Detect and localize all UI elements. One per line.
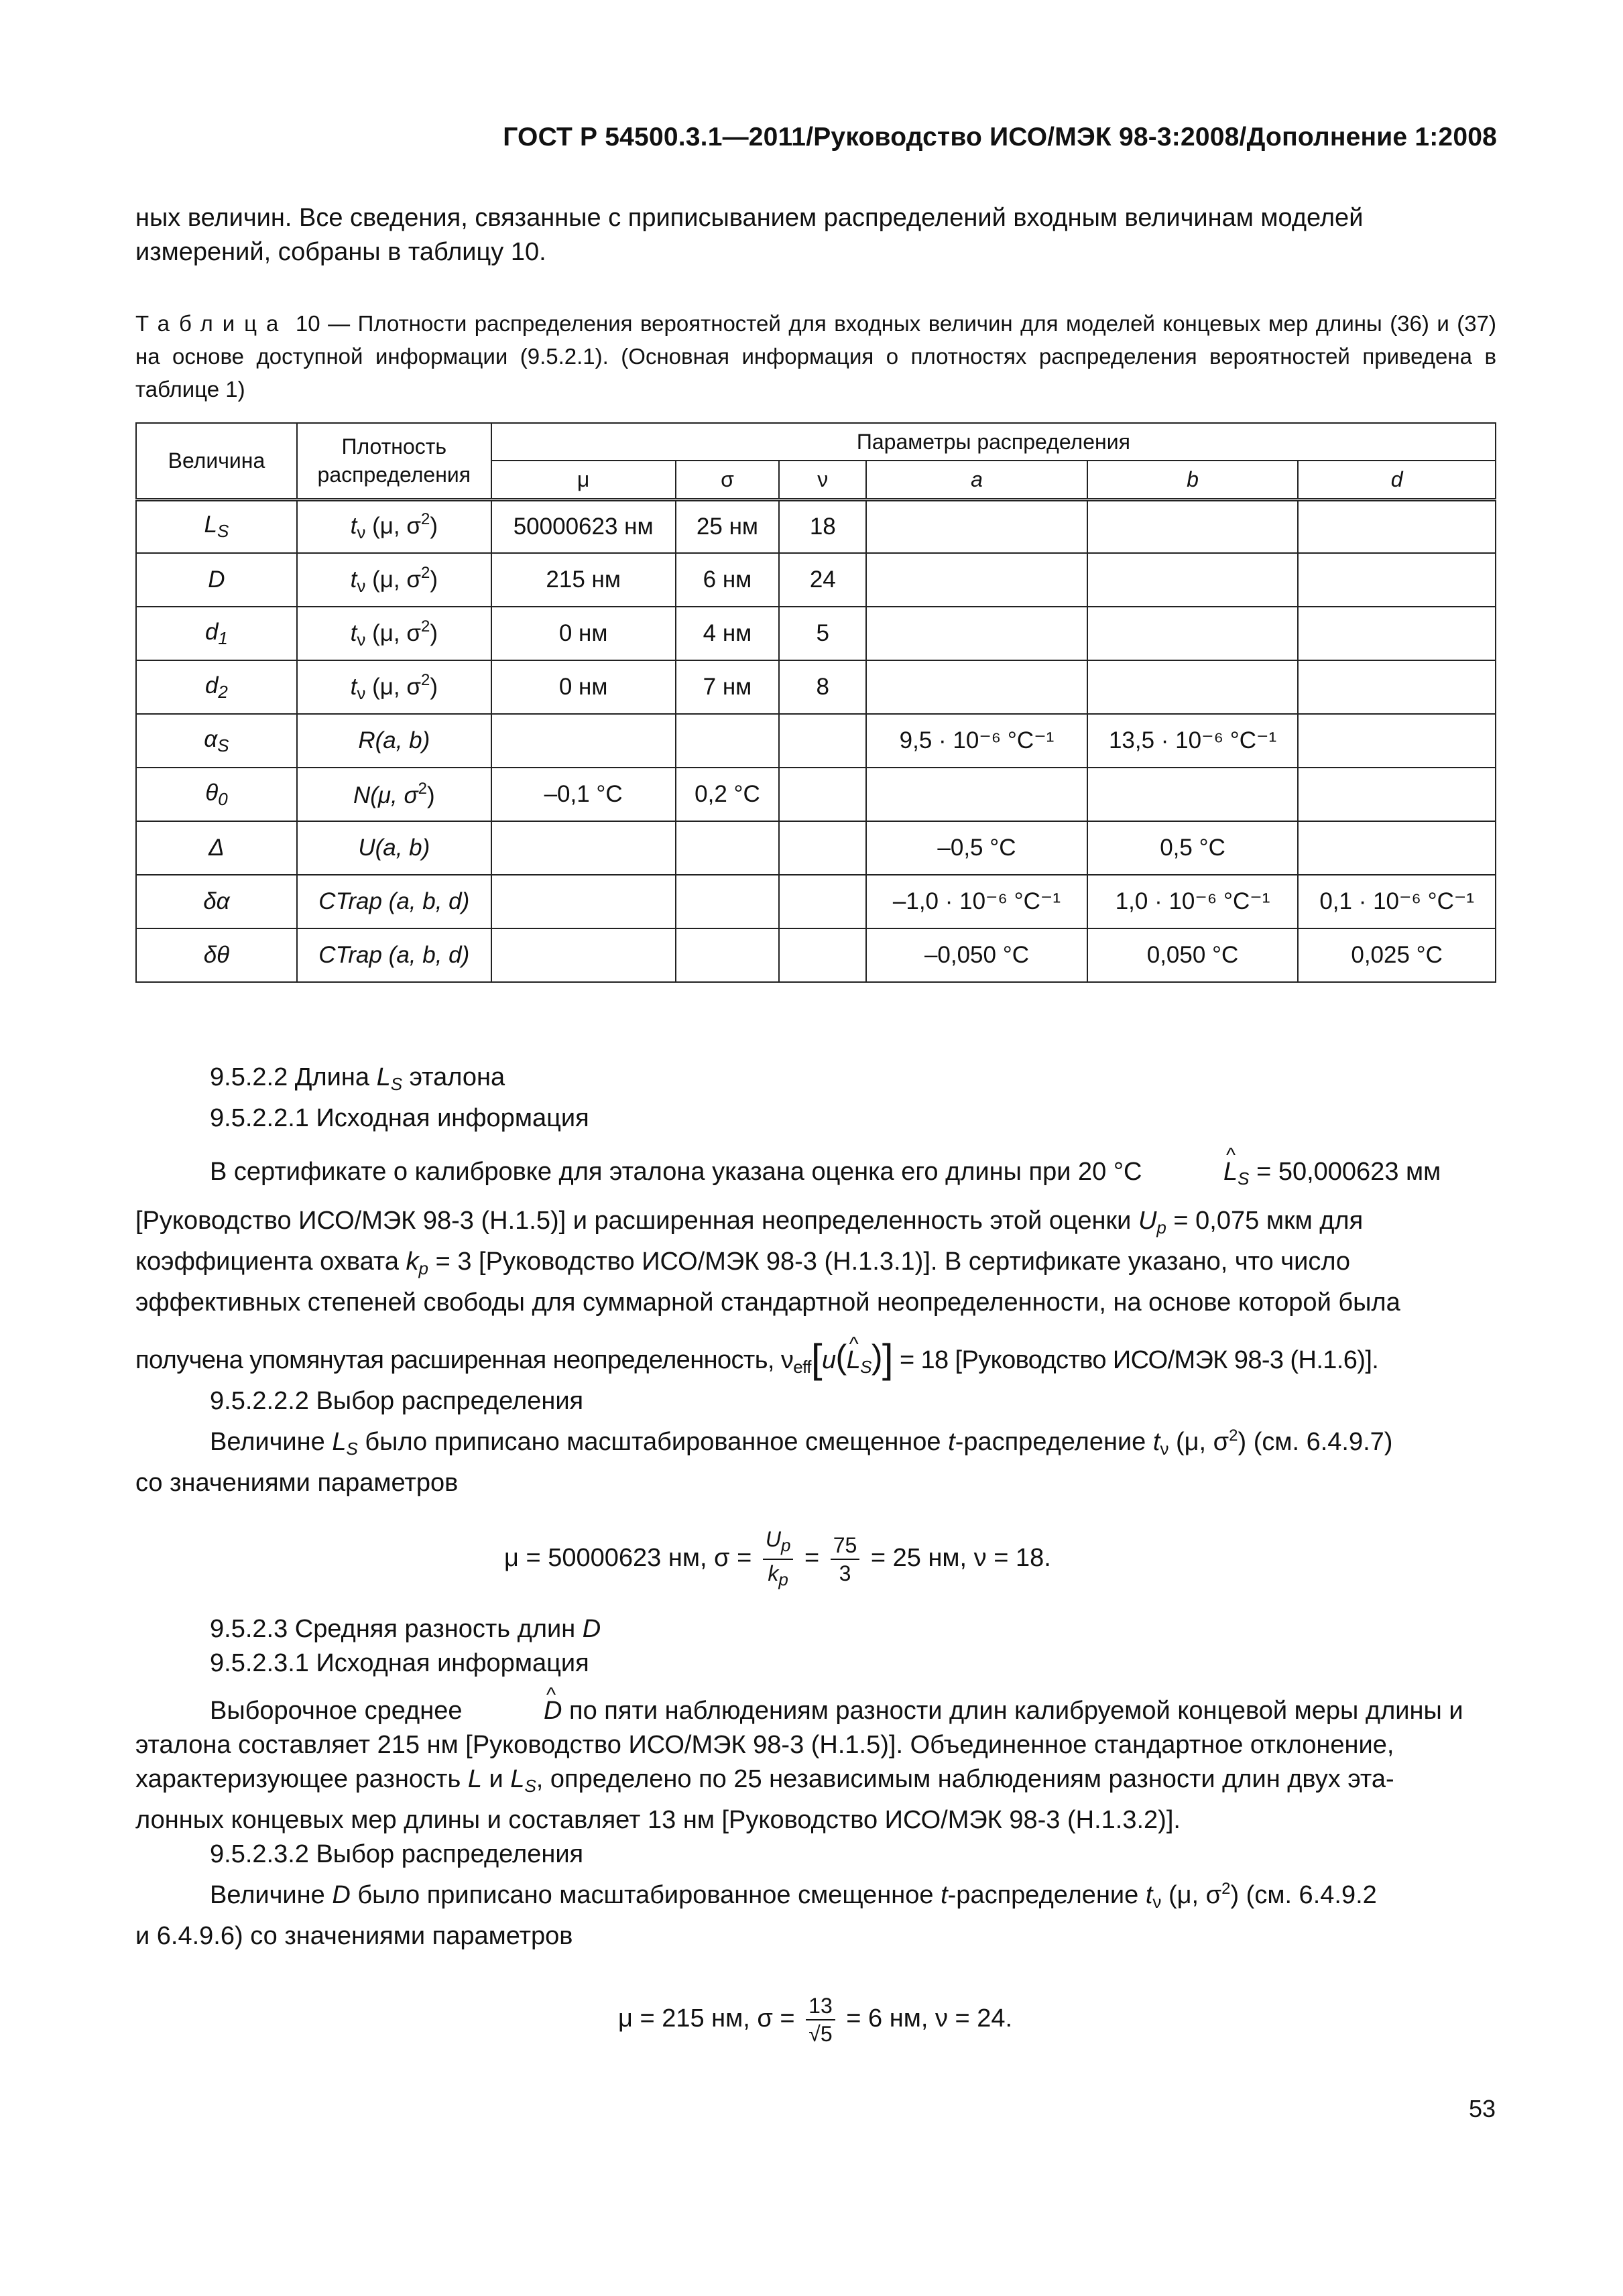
cell-a: –0,5 °C xyxy=(866,821,1087,875)
distribution-part: t xyxy=(350,619,357,646)
text: , определено по 25 независимым наблюдениям разности длин двух эта- xyxy=(536,1765,1394,1793)
distribution-part: CTrap (a, b, d) xyxy=(318,888,470,914)
quantity-subscript: 1 xyxy=(218,627,228,648)
distribution-part: 2 xyxy=(418,780,427,798)
cell-mu xyxy=(491,714,676,768)
paragraph-line: В сертификате о калибровке для эталона указана оценка его длины при 20 °C ^ $L_S = 50,000623$ мм xyxy=(135,1149,1496,1201)
table-row xyxy=(136,553,1496,607)
cell-b xyxy=(1087,660,1299,714)
table-row xyxy=(136,928,1496,982)
intro-line-2: измерений, собраны в таблицу 10. xyxy=(135,238,546,266)
distribution-part: t xyxy=(350,513,357,540)
quantity-subscript: 0 xyxy=(218,788,228,809)
cell-a: 9,5 · 10⁻⁶ °C⁻¹ xyxy=(866,714,1087,768)
col-header-density: Плотность распределения xyxy=(297,423,491,499)
cell-quantity xyxy=(136,928,297,982)
distribution-part: ν xyxy=(357,522,366,543)
subsection-heading: 9.5.2.3.2 Выбор распределения xyxy=(210,1840,584,1868)
text: -распределение xyxy=(947,1881,1146,1909)
paragraph-line: [Руководство ИСО/МЭК 98-3 (H.1.5)] и расширенная неопределенность этой оценки $U_p = 0,075$ мкм для xyxy=(135,1207,1364,1237)
distribution-part: 2 xyxy=(420,617,430,636)
cell-mu xyxy=(491,875,676,928)
cell-b xyxy=(1087,553,1299,607)
cell-nu xyxy=(779,821,866,875)
cell-nu: 5 xyxy=(779,607,866,660)
distribution-part: t xyxy=(350,566,357,593)
param-header-d: d xyxy=(1298,461,1496,499)
paragraph-line: Выборочное среднее ^ D по пяти наблюдениям разности длин калибруемой концевой меры длины и xyxy=(135,1694,1496,1728)
text: 75 xyxy=(831,1532,860,1560)
cell-b xyxy=(1087,768,1299,821)
table-10 xyxy=(135,422,1496,983)
text: Величине xyxy=(210,1428,333,1456)
heading-post: эталона xyxy=(402,1063,505,1091)
paragraph-line: лонных концевых мер длины и составляет 13 нм [Руководство ИСО/МЭК 98-3 (H.1.3.2)]. xyxy=(135,1806,1181,1834)
paragraph-line: получена упомянутая расширенная неопределенность, $\nu_{eff}[u(\^{}$ $L_S)] = 18$ [Руководство ИСО/МЭК 98-3 (H.1.6)]. xyxy=(135,1340,1496,1384)
quantity-symbol: Δ xyxy=(208,835,225,861)
cell-mu: 0 нм xyxy=(491,660,676,714)
cell-b: 0,5 °C xyxy=(1087,821,1299,875)
distribution-part: ) xyxy=(430,619,438,646)
quantity-symbol: D xyxy=(208,566,225,593)
text: = 50,000623 мм xyxy=(1249,1158,1441,1186)
section-heading xyxy=(135,1612,1496,1646)
cell-a xyxy=(866,660,1087,714)
distribution-part: (μ, σ xyxy=(365,619,421,646)
text: μ = 215 нм, σ = xyxy=(618,2004,802,2033)
text: характеризующее разность xyxy=(135,1765,468,1793)
paragraph-line: эффективных степеней свободы для суммарной стандартной неопределенности, на основе которой была xyxy=(135,1288,1400,1317)
paragraph-line: со значениями параметров xyxy=(135,1469,459,1497)
cell-nu: 24 xyxy=(779,553,866,607)
cell-distribution xyxy=(297,714,491,768)
text: = 6 нм, ν = 24. xyxy=(839,2004,1013,2033)
cell-b xyxy=(1087,499,1299,553)
cell-sigma: 7 нм xyxy=(676,660,780,714)
cell-d xyxy=(1298,768,1496,821)
text: -распределение xyxy=(955,1428,1153,1456)
table-caption xyxy=(135,307,1496,406)
distribution-part: ) xyxy=(430,673,438,700)
cell-quantity xyxy=(136,768,297,821)
cell-sigma xyxy=(676,714,780,768)
cell-sigma: 0,2 °C xyxy=(676,768,780,821)
cell-distribution xyxy=(297,607,491,660)
cell-mu: –0,1 °C xyxy=(491,768,676,821)
cell-d xyxy=(1298,553,1496,607)
text: (см. 6.4.9.2 xyxy=(1239,1881,1377,1909)
cell-quantity xyxy=(136,607,297,660)
cell-nu: 8 xyxy=(779,660,866,714)
quantity-symbol: δθ xyxy=(203,942,230,968)
cell-nu xyxy=(779,768,866,821)
table-row xyxy=(136,499,1496,553)
cell-nu: 18 xyxy=(779,499,866,553)
param-header-b: b xyxy=(1087,461,1299,499)
cell-sigma xyxy=(676,821,780,875)
distribution-part: ) xyxy=(430,566,438,593)
cell-a: –0,050 °C xyxy=(866,928,1087,982)
heading-var: L xyxy=(376,1063,391,1091)
quantity-symbol: d xyxy=(204,618,219,645)
paragraph-line: Величине $L_S$ было приписано масштабированное смещенное t-распределение $t_\nu$ (μ, $\sigma^2$) (см. 6.4.9.7) xyxy=(210,1427,1393,1459)
distribution-part: t xyxy=(350,673,357,700)
cell-sigma: 6 нм xyxy=(676,553,780,607)
heading-text: 9.5.2.3 Средняя разность длин xyxy=(210,1615,583,1643)
cell-d xyxy=(1298,821,1496,875)
distribution-part: (μ, σ xyxy=(365,513,421,540)
text: коэффициента охвата xyxy=(135,1248,406,1276)
page-header: ГОСТ Р 54500.3.1—2011/Руководство ИСО/МЭК 98-3:2008/Дополнение 1:2008 xyxy=(503,123,1497,152)
cell-mu xyxy=(491,821,676,875)
intro-paragraph xyxy=(135,201,1496,269)
distribution-part: 2 xyxy=(420,670,430,689)
cell-distribution xyxy=(297,660,491,714)
quantity-symbol: d xyxy=(204,672,219,699)
cell-distribution xyxy=(297,928,491,982)
cell-nu xyxy=(779,714,866,768)
distribution-part: (μ, σ xyxy=(365,566,421,593)
cell-quantity xyxy=(136,714,297,768)
param-header-sigma: σ xyxy=(676,461,780,499)
text: √5 xyxy=(808,2022,833,2046)
cell-d xyxy=(1298,607,1496,660)
cell-distribution xyxy=(297,821,491,875)
text: = 18 [Руководство ИСО/МЭК 98-3 (H.1.6)]. xyxy=(893,1346,1379,1374)
quantity-subscript: S xyxy=(217,735,229,756)
text: k xyxy=(768,1561,779,1585)
cell-nu xyxy=(779,875,866,928)
subsection-heading: 9.5.2.3.1 Исходная информация xyxy=(210,1649,589,1677)
cell-a xyxy=(866,768,1087,821)
table-row xyxy=(136,714,1496,768)
distribution-part: 2 xyxy=(420,510,430,529)
quantity-symbol: δα xyxy=(203,888,230,914)
text: получена упомянутая расширенная неопределенность, ν xyxy=(135,1346,794,1374)
table-row xyxy=(136,821,1496,875)
paragraph-line: Величине D было приписано масштабированное смещенное t-распределение $t_\nu$ (μ, $\sigma^2$) (см. 6.4.9.2 xyxy=(210,1880,1377,1912)
quantity-subscript: 2 xyxy=(218,681,228,702)
table-body xyxy=(136,499,1496,982)
cell-mu: 215 нм xyxy=(491,553,676,607)
heading-var: D xyxy=(582,1615,601,1643)
distribution-part: 2 xyxy=(420,563,430,582)
cell-d: 0,025 °C xyxy=(1298,928,1496,982)
text: [Руководство ИСО/МЭК 98-3 (H.1.5)] и расширенная неопределенность этой оценки xyxy=(135,1207,1138,1235)
page-number: 53 xyxy=(1468,2095,1496,2122)
distribution-part: ) xyxy=(430,513,438,540)
cell-b: 1,0 · 10⁻⁶ °C⁻¹ xyxy=(1087,875,1299,928)
cell-d: 0,1 · 10⁻⁶ °C⁻¹ xyxy=(1298,875,1496,928)
cell-quantity xyxy=(136,499,297,553)
table-caption-label: Таблица xyxy=(135,311,288,336)
distribution-part: ν xyxy=(357,682,366,703)
cell-a xyxy=(866,553,1087,607)
formula-ls: μ = 50000623 нм, σ = $\frac{U_p}{k_p}$ = $\frac{75}{3}$ = 25 нм, ν = 18. xyxy=(504,1527,1051,1589)
cell-quantity xyxy=(136,660,297,714)
cell-distribution xyxy=(297,553,491,607)
distribution-part: ν xyxy=(357,575,366,596)
quantity-symbol: θ xyxy=(205,779,219,806)
cell-sigma: 4 нм xyxy=(676,607,780,660)
cell-d xyxy=(1298,499,1496,553)
cell-quantity xyxy=(136,553,297,607)
distribution-part: N(μ, σ xyxy=(353,782,418,808)
text: по пяти наблюдениям разности длин калибруемой концевой меры длины и xyxy=(562,1697,1463,1725)
cell-a: –1,0 · 10⁻⁶ °C⁻¹ xyxy=(866,875,1087,928)
paragraph-line: коэффициента охвата $k_p = 3$ [Руководство ИСО/МЭК 98-3 (H.1.3.1)]. В сертификате указано, что число xyxy=(135,1248,1351,1278)
cell-quantity xyxy=(136,821,297,875)
cell-a xyxy=(866,607,1087,660)
cell-sigma xyxy=(676,928,780,982)
cell-mu xyxy=(491,928,676,982)
formula-d xyxy=(135,1992,1496,2047)
cell-mu: 0 нм xyxy=(491,607,676,660)
text: U xyxy=(765,1527,781,1551)
quantity-subscript: S xyxy=(217,521,229,542)
table-row xyxy=(136,768,1496,821)
param-header-nu: ν xyxy=(779,461,866,499)
cell-d xyxy=(1298,660,1496,714)
text: было приписано масштабированное смещенное xyxy=(357,1428,949,1456)
text: 3 xyxy=(839,1561,851,1585)
cell-distribution xyxy=(297,499,491,553)
text: (см. 6.4.9.7) xyxy=(1246,1428,1393,1456)
cell-sigma xyxy=(676,875,780,928)
text: t xyxy=(948,1428,955,1456)
cell-quantity xyxy=(136,875,297,928)
table-row xyxy=(136,875,1496,928)
quantity-symbol: L xyxy=(204,511,217,538)
text: 13 xyxy=(806,1992,835,2020)
distribution-part: ) xyxy=(426,782,435,808)
text: было приписано масштабированное смещенное xyxy=(350,1881,941,1909)
text: Величине xyxy=(210,1881,333,1909)
text: μ = 50000623 нм, σ = xyxy=(504,1544,759,1573)
heading-text: 9.5.2.2 Длина xyxy=(210,1063,377,1091)
intro-line-1: ных величин. Все сведения, связанные с приписыванием распределений входным величинам моделей xyxy=(135,204,1364,232)
cell-nu xyxy=(779,928,866,982)
cell-b xyxy=(1087,607,1299,660)
cell-b: 13,5 · 10⁻⁶ °C⁻¹ xyxy=(1087,714,1299,768)
cell-d xyxy=(1298,714,1496,768)
heading-sub: S xyxy=(390,1074,403,1094)
section-9-5-2-2 xyxy=(135,1061,1496,1593)
cell-distribution xyxy=(297,875,491,928)
quantity-symbol: α xyxy=(204,725,218,752)
table-row xyxy=(136,660,1496,714)
param-header-mu: μ xyxy=(491,461,676,499)
param-header-a: a xyxy=(866,461,1087,499)
cell-distribution xyxy=(297,768,491,821)
col-header-params: Параметры распределения xyxy=(491,423,1496,461)
paragraph-line: характеризующее разность L и $L_S$, определено по 25 независимым наблюдениям разности длин двух эта- xyxy=(135,1765,1394,1796)
subsection-heading: 9.5.2.2.1 Исходная информация xyxy=(210,1104,589,1132)
col-header-quantity: Величина xyxy=(136,423,297,499)
cell-sigma: 25 нм xyxy=(676,499,780,553)
table-row xyxy=(136,607,1496,660)
text: = 3 [Руководство ИСО/МЭК 98-3 (H.1.3.1)]. В сертификате указано, что число xyxy=(428,1248,1351,1276)
distribution-part: U(a, b) xyxy=(358,835,430,861)
text: = 0,075 мкм для xyxy=(1166,1207,1364,1235)
distribution-part: R(a, b) xyxy=(358,727,430,753)
text: Выборочное среднее xyxy=(210,1697,470,1725)
distribution-part: CTrap (a, b, d) xyxy=(318,942,470,968)
paragraph-line: и 6.4.9.6) со значениями параметров xyxy=(135,1922,573,1950)
table-caption-text: 10 — Плотности распределения вероятностей для входных величин для моделей концевых мер длины (36) и (37) на основе доступной информации (9.5.2.1). (Основная информация о плотностях распределения вероятностей приведена в таблице 1) xyxy=(135,311,1496,402)
text: eff xyxy=(793,1357,811,1377)
distribution-part: ν xyxy=(357,629,366,650)
section-heading xyxy=(135,1061,1496,1101)
distribution-part: (μ, σ xyxy=(365,673,421,700)
cell-a xyxy=(866,499,1087,553)
text: В сертификате о калибровке для эталона указана оценка его длины при 20 °C xyxy=(210,1158,1150,1186)
cell-b: 0,050 °C xyxy=(1087,928,1299,982)
text: 25 нм, ν = 18. xyxy=(886,1544,1051,1573)
cell-mu: 50000623 нм xyxy=(491,499,676,553)
paragraph-line: эталона составляет 215 нм [Руководство ИСО/МЭК 98-3 (H.1.5)]. Объединенное стандартное отклонение, xyxy=(135,1731,1394,1759)
subsection-heading: 9.5.2.2.2 Выбор распределения xyxy=(210,1387,584,1415)
section-9-5-2-3 xyxy=(135,1612,1496,2047)
